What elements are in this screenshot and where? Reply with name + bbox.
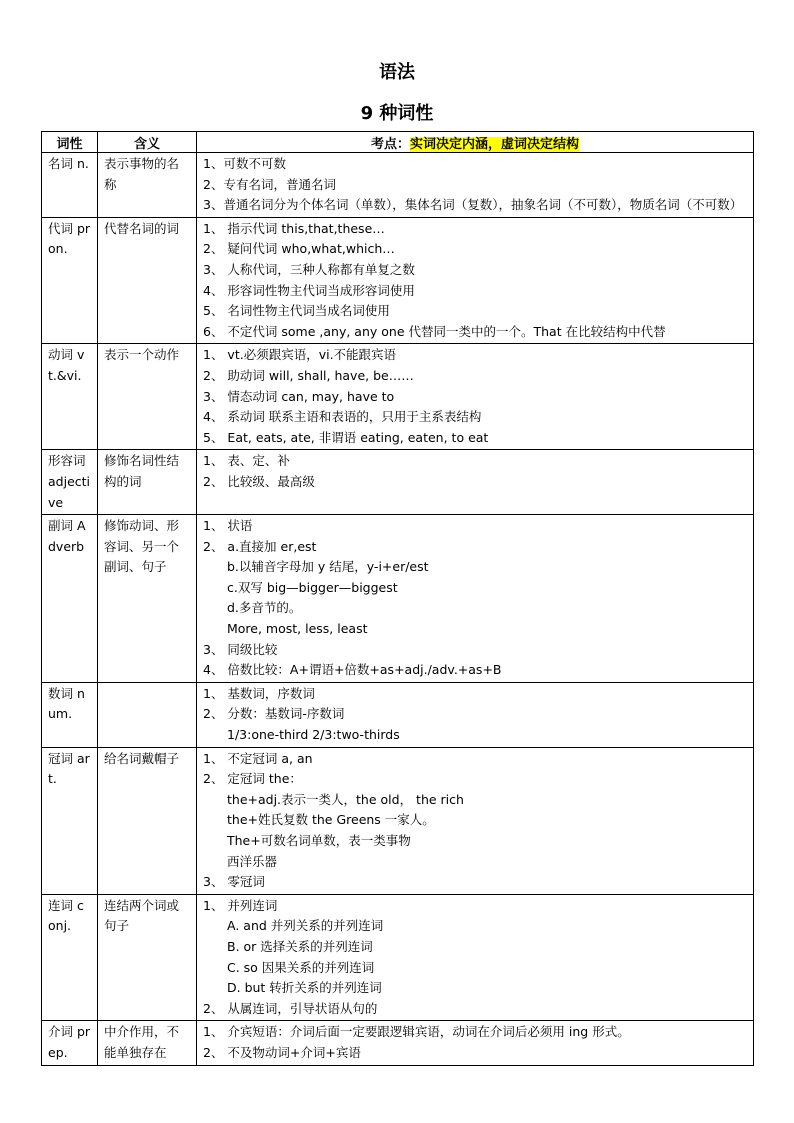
points-cell bbox=[197, 344, 754, 450]
point-line: 1、 指示代词 this,that,these… bbox=[203, 220, 385, 236]
meaning-cell bbox=[98, 682, 197, 747]
table-body bbox=[42, 153, 754, 1066]
point-line: 2、 从属连词，引导状语从句的 bbox=[203, 1000, 378, 1016]
points-cell bbox=[197, 153, 754, 218]
table-row bbox=[42, 894, 754, 1021]
point-line: 5、 Eat, eats, ate, 非谓语 eating, eaten, to eat bbox=[203, 429, 489, 445]
point-line: 1、 介宾短语：介词后面一定要跟逻辑宾语，动词在介词后必须用 ing 形式。 bbox=[203, 1024, 630, 1040]
pos-cell: 数词 num. bbox=[42, 682, 98, 747]
point-line: D. but 转折关系的并列连词 bbox=[227, 980, 382, 996]
meaning-cell: 修饰名词性结构的词 bbox=[98, 450, 197, 515]
pos-cell: 连词 conj. bbox=[42, 894, 98, 1021]
point-line: 1、 基数词，序数词 bbox=[203, 685, 315, 701]
points-cell bbox=[197, 450, 754, 515]
parts-of-speech-table bbox=[41, 131, 754, 1066]
points-cell bbox=[197, 894, 754, 1021]
table-row bbox=[42, 682, 754, 747]
point-line: B. or 选择关系的并列连词 bbox=[227, 938, 373, 954]
point-line: 2、 助动词 will, shall, have, be…… bbox=[203, 367, 414, 383]
header-points-highlight: 实词决定内涵，虚词决定结构 bbox=[410, 136, 580, 152]
table-row bbox=[42, 747, 754, 894]
header-points bbox=[197, 132, 754, 153]
document-title: 语法 bbox=[379, 62, 415, 83]
point-line: 6、 不定代词 some ,any, any one 代替同一类中的一个。That 在比较结构中代替 bbox=[203, 323, 666, 339]
header-pos: 词性 bbox=[42, 132, 98, 153]
point-line: 4、 形容词性物主代词当成形容词使用 bbox=[203, 282, 415, 298]
point-line: b.以辅音字母加 y 结尾，y-i+er/est bbox=[227, 559, 429, 575]
point-line: 2、专有名词，普通名词 bbox=[203, 176, 336, 192]
points-cell bbox=[197, 515, 754, 683]
points-cell bbox=[197, 747, 754, 894]
point-line: d.多音节的。 bbox=[227, 600, 302, 616]
point-line: 4、 系动词 联系主语和表语的，只用于主系表结构 bbox=[203, 409, 482, 425]
point-line: 3、 同级比较 bbox=[203, 641, 278, 657]
point-line: 2、 不及物动词+介词+宾语 bbox=[203, 1044, 361, 1060]
pos-cell: 副词 Adverb bbox=[42, 515, 98, 683]
point-line: 1、 vt.必须跟宾语，vi.不能跟宾语 bbox=[203, 347, 397, 363]
point-line: 2、 分数：基数词-序数词 bbox=[203, 706, 345, 722]
pos-cell: 介词 prep. bbox=[42, 1021, 98, 1065]
pos-cell: 代词 pron. bbox=[42, 217, 98, 344]
point-line bbox=[203, 493, 747, 514]
table-row bbox=[42, 1021, 754, 1065]
point-line: The+可数名词单数，表一类事物 bbox=[227, 833, 411, 848]
point-line: 1、 表、定、补 bbox=[203, 453, 290, 469]
table-header-row bbox=[42, 132, 754, 153]
point-line: 1、 并列连词 bbox=[203, 897, 278, 913]
point-line: 1/3:one-third 2/3:two-thirds bbox=[227, 727, 400, 743]
point-line: the+姓氏复数 the Greens 一家人。 bbox=[227, 812, 435, 828]
meaning-cell: 修饰动词、形容词、另一个副词、句子 bbox=[98, 515, 197, 683]
table-row bbox=[42, 450, 754, 515]
points-cell bbox=[197, 1021, 754, 1065]
points-cell bbox=[197, 682, 754, 747]
header-meaning: 含义 bbox=[98, 132, 197, 153]
point-line: 3、 人称代词，三种人称都有单复之数 bbox=[203, 261, 415, 277]
table-row bbox=[42, 344, 754, 450]
pos-cell: 冠词 art. bbox=[42, 747, 98, 894]
header-points-prefix: 考点： bbox=[370, 136, 410, 152]
point-line: 3、普通名词分为个体名词（单数），集体名词（复数），抽象名词（不可数），物质名词（不可数） bbox=[203, 197, 743, 213]
point-line: More, most, less, least bbox=[227, 621, 368, 637]
point-line: C. so 因果关系的并列连词 bbox=[227, 959, 375, 975]
point-line: the+adj.表示一类人，the old， the rich bbox=[227, 791, 464, 807]
point-line: 2、 比较级、最高级 bbox=[203, 473, 315, 489]
point-line: 5、 名词性物主代词当成名词使用 bbox=[203, 303, 390, 319]
point-line: c.双写 big—bigger—biggest bbox=[227, 579, 398, 595]
point-line: 西洋乐器 bbox=[227, 853, 278, 869]
pos-cell: 动词 vt.&vi. bbox=[42, 344, 98, 450]
meaning-cell: 代替名词的词 bbox=[98, 217, 197, 344]
point-line: 3、 情态动词 can, may, have to bbox=[203, 388, 395, 404]
meaning-cell: 连结两个词或句子 bbox=[98, 894, 197, 1021]
pos-cell: 形容词 adjective bbox=[42, 450, 98, 515]
meaning-cell: 中介作用，不能单独存在 bbox=[98, 1021, 197, 1065]
meaning-cell: 表示事物的名称 bbox=[98, 153, 197, 218]
point-line: 1、 状语 bbox=[203, 518, 253, 534]
point-line: 1、 不定冠词 a, an bbox=[203, 750, 313, 766]
meaning-cell: 表示一个动作 bbox=[98, 344, 197, 450]
point-line: 2、 疑问代词 who,what,which… bbox=[203, 241, 395, 257]
point-line: 1、可数不可数 bbox=[203, 156, 286, 171]
point-line: 2、 a.直接加 er,est bbox=[203, 538, 317, 554]
pos-cell: 名词 n. bbox=[42, 153, 98, 218]
point-line: A. and 并列关系的并列连词 bbox=[227, 918, 384, 934]
point-line: 4、 倍数比较：A+谓语+倍数+as+adj./adv.+as+B bbox=[203, 662, 502, 678]
point-line: 2、 定冠词 the： bbox=[203, 771, 302, 787]
table-row bbox=[42, 153, 754, 218]
meaning-cell: 给名词戴帽子 bbox=[98, 747, 197, 894]
table-row bbox=[42, 217, 754, 344]
table-row bbox=[42, 515, 754, 683]
document-subtitle: 9 种词性 bbox=[360, 103, 434, 124]
points-cell bbox=[197, 217, 754, 344]
point-line: 3、 零冠词 bbox=[203, 874, 265, 890]
